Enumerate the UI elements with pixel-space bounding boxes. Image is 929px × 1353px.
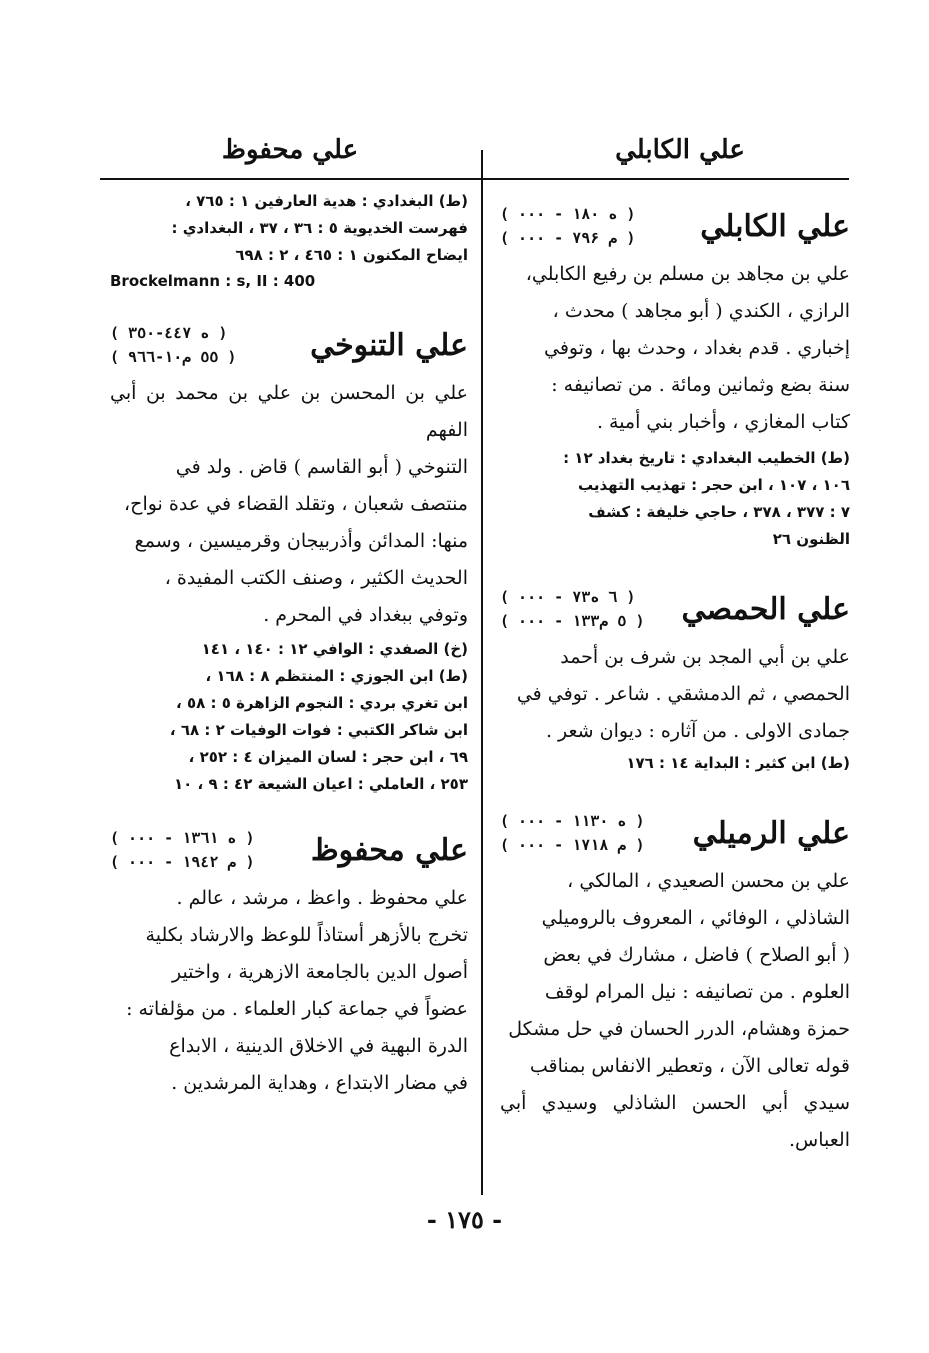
body-line: أصول الدين بالجامعة الازهرية ، واختير <box>171 961 468 983</box>
body-line: الشاذلي ، الوفائي ، المعروف بالروميلي <box>541 907 850 929</box>
body-line: العلوم . من تصانيفه : نيل المرام لوقف <box>544 981 850 1003</box>
ref-line: ايضاح المكنون ١ : ٤٦٥ ، ٢ : ٦٩٨ <box>235 246 468 264</box>
dates-hijri: ( ۰۰۰ - ۱۸۰ ه ) <box>500 205 636 223</box>
entry-heading <box>110 826 468 874</box>
entry-name: علي محفوظ <box>310 832 468 868</box>
spacer <box>500 553 850 575</box>
entry-references <box>500 750 850 777</box>
spacer <box>500 777 850 799</box>
dates-gregorian: ( ۰۰۰ - ۷۹۶ م ) <box>500 229 636 247</box>
ref-line: ١٠٦ ، ١٠٧ ، ابن حجر : تهذيب التهذيب <box>577 476 850 494</box>
dates-gregorian: ( ۰۰۰ - ۱۳۳٥ م ) <box>500 612 645 630</box>
body-line: علي محفوظ . واعظ ، مرشد ، عالم . <box>176 887 468 909</box>
body-line: علي بن أبي المجد بن شرف بن أحمد <box>560 646 850 668</box>
entry-references <box>500 445 850 553</box>
entry-mahfuz <box>110 826 468 1102</box>
body-line: الحمصي ، ثم الدمشقي . شاعر . توفي في <box>516 683 850 705</box>
body-line: إخباري . قدم بغداد ، وحدث بها ، وتوفي <box>543 337 850 359</box>
body-line: التنوخي ( أبو القاسم ) قاض . ولد في <box>175 456 468 478</box>
entry-dates <box>110 826 255 874</box>
entry-name: علي التنوخي <box>310 327 468 363</box>
body-line: سيدي أبي الحسن الشاذلي وسيدي أبي العباس. <box>500 1092 850 1151</box>
ref-line: ابن تغري بردي : النجوم الزاهرة ٥ : ٥٨ ، <box>176 694 468 712</box>
body-line: حمزة وهشام، الدرر الحسان في حل مشكل <box>508 1018 850 1040</box>
entry-body <box>110 375 468 634</box>
body-line: علي بن المحسن بن علي بن محمد بن أبي الفهم <box>110 382 468 441</box>
column-divider <box>481 150 483 1195</box>
entry-body <box>500 863 850 1159</box>
dates-gregorian: ( ۹٦٦-۱۰٥٥ م ) <box>110 348 237 366</box>
ref-line: ٦٩ ، ابن حجر : لسان الميزان ٤ : ٢٥٢ ، <box>188 748 468 766</box>
dates-hijri: ( ۰۰۰ - ۱۳٦۱ ه ) <box>110 829 255 847</box>
ref-line: (ط) البغدادي : هدية العارفين ١ : ٧٦٥ ، <box>185 192 468 210</box>
spacer <box>110 798 468 816</box>
ref-line: ٧ : ٣٧٧ ، ٣٧٨ ، حاجي خليفة : كشف <box>588 503 850 521</box>
entry-dates <box>110 321 236 369</box>
header-rule <box>100 178 849 180</box>
dates-gregorian: ( ۰۰۰ - ۱۷۱۸ م ) <box>500 836 645 854</box>
left-column-header: علي محفوظ <box>221 135 359 165</box>
spacer <box>110 293 468 311</box>
body-line: تخرج بالأزهر أستاذاً للوعظ والارشاد بكلية <box>145 924 468 946</box>
entry-al-rumaili <box>500 809 850 1159</box>
ref-line: (ط) ابن كثير : البداية ١٤ : ١٧٦ <box>626 754 850 772</box>
dates-gregorian: ( ۰۰۰ - ۱۹٤۲ م ) <box>110 853 255 871</box>
body-line: الدرة البهية في الاخلاق الدينية ، الابداع <box>169 1035 468 1057</box>
body-line: ( أبو الصلاح ) فاضل ، مشارك في بعض <box>543 944 850 966</box>
body-line: في مضار الابتداع ، وهداية المرشدين . <box>171 1072 468 1094</box>
ref-line: (ط) ابن الجوزي : المنتظم ٨ : ١٦٨ ، <box>205 667 468 685</box>
entry-name: علي الكابلي <box>700 208 850 244</box>
latin-reference: Brockelmann : s, II : 400 <box>110 272 316 290</box>
body-line: الحديث الكثير ، وصنف الكتب المفيدة ، <box>164 567 468 589</box>
entry-body <box>500 639 850 750</box>
right-column-header: علي الكابلي <box>615 135 745 165</box>
entry-dates <box>500 202 635 250</box>
entry-name: علي الرميلي <box>692 815 850 851</box>
body-line: منتصف شعبان ، وتقلد القضاء في عدة نواح، <box>124 493 468 515</box>
body-line: علي بن محسن الصعيدي ، المالكي ، <box>567 870 850 892</box>
body-line: الرازي ، الكندي ( أبو مجاهد ) محدث ، <box>552 300 850 322</box>
body-line: كتاب المغازي ، وأخبار بني أمية . <box>596 411 850 433</box>
entry-body <box>500 256 850 441</box>
dates-hijri: ( ۳٥۰-٤٤۷ ه ) <box>110 324 228 342</box>
ref-line: (خ) الصفدي : الوافي ١٢ : ١٤٠ ، ١٤١ <box>201 640 468 658</box>
entry-dates <box>500 809 645 857</box>
entry-dates <box>500 585 645 633</box>
body-line: علي بن مجاهد بن مسلم بن رفيع الكابلي، <box>525 263 850 285</box>
right-column <box>500 192 850 1159</box>
entry-heading <box>110 321 468 369</box>
entry-al-tanukhi <box>110 321 468 798</box>
body-line: قوله تعالى الآن ، وتعطير الانفاس بمناقب <box>529 1055 850 1077</box>
ref-line: (ط) الخطيب البغدادي : تاريخ بغداد ١٢ : <box>563 449 850 467</box>
body-line: جمادى الاولى . من آثاره : ديوان شعر . <box>545 720 850 742</box>
body-line: عضواً في جماعة كبار العلماء . من مؤلفاته : <box>126 998 468 1020</box>
entry-body <box>110 880 468 1102</box>
entry-references <box>110 636 468 798</box>
ref-line: ابن شاكر الكتبي : فوات الوفيات ٢ : ٦٨ ، <box>169 721 468 739</box>
left-column <box>110 188 468 1102</box>
body-line: منها: المدائن وأذربيجان وقرميسين ، وسمع <box>134 530 468 552</box>
ref-line: فهرست الخديوية ٥ : ٣٦ ، ٣٧ ، البغدادي : <box>171 219 468 237</box>
entry-name: علي الحمصي <box>681 591 850 627</box>
body-line: سنة بضع وثمانين ومائة . من تصانيفه : <box>551 374 850 396</box>
entry-heading <box>500 202 850 250</box>
dates-hijri: ( ۰۰۰ - ۷۳٦ ه ) <box>500 588 636 606</box>
ref-line: الظنون ٢٦ <box>772 530 850 548</box>
dates-hijri: ( ۰۰۰ - ۱۱۳۰ ه ) <box>500 812 645 830</box>
ref-line: ٢٥٣ ، العاملي : اعيان الشيعة ٤٢ : ٩ ، ١٠ <box>173 775 468 793</box>
entry-al-himsi <box>500 585 850 777</box>
entry-al-kabili <box>500 202 850 553</box>
entry-heading <box>500 585 850 633</box>
continued-references <box>110 188 468 269</box>
body-line: وتوفي ببغداد في المحرم . <box>263 604 468 626</box>
page-number: - ١٧٥ - <box>426 1205 503 1234</box>
entry-heading <box>500 809 850 857</box>
